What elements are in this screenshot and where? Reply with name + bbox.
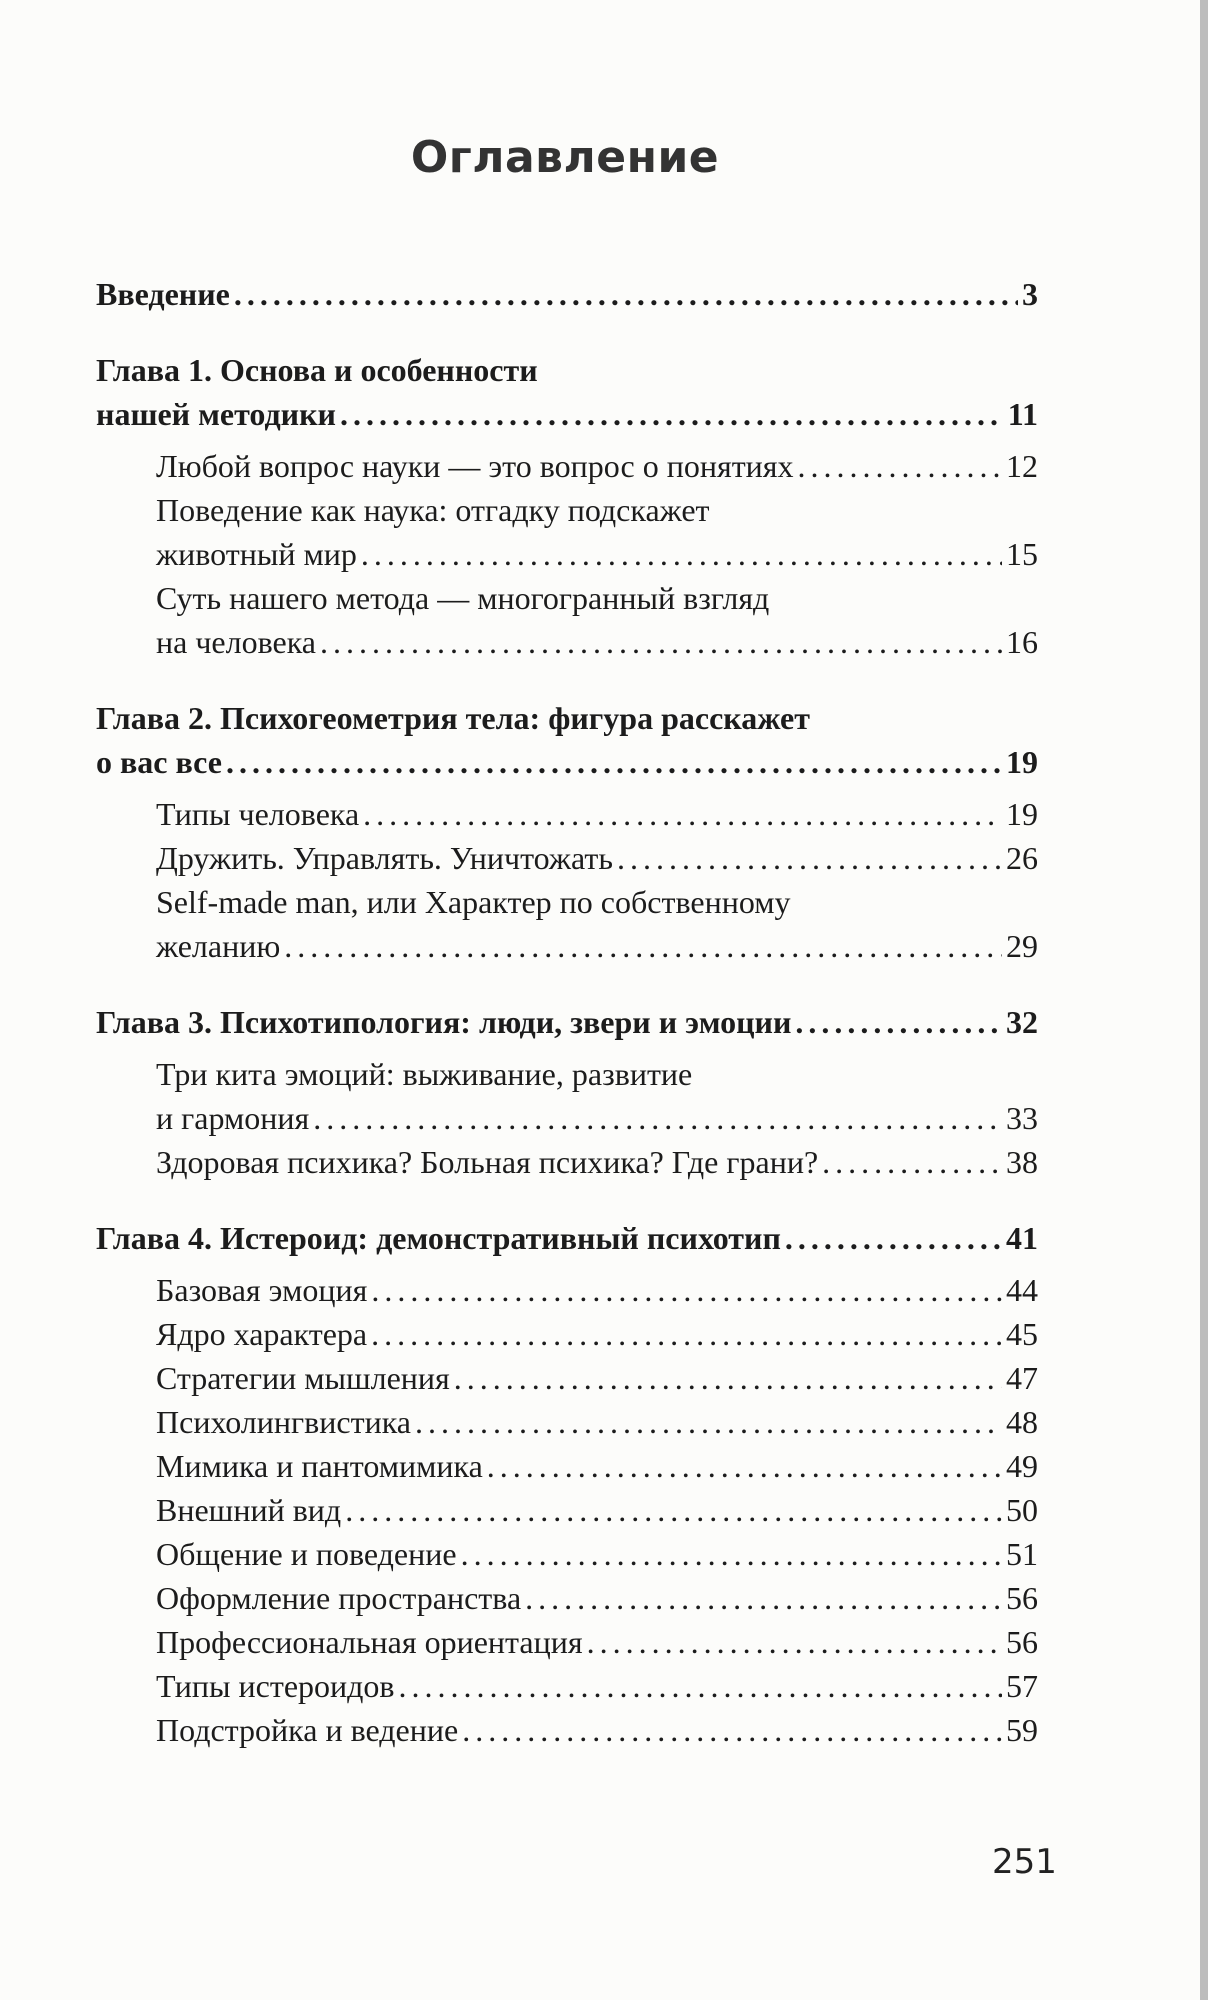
toc-page-number: 50	[1006, 1492, 1038, 1528]
toc-entry-title: Здоровая психика? Больная психика? Где грани?	[156, 1144, 819, 1180]
dot-leader	[345, 1488, 1002, 1532]
toc-chapter-entry[interactable]	[96, 348, 1038, 436]
dot-leader	[785, 1216, 1002, 1260]
toc-entry-title-line: Глава 1. Основа и особенности	[96, 352, 538, 388]
toc-page-number: 47	[1006, 1360, 1038, 1396]
toc-entry-row	[156, 1140, 1038, 1184]
dot-leader	[617, 836, 1002, 880]
toc-page-number: 33	[1006, 1100, 1038, 1136]
dot-leader	[798, 444, 1002, 488]
dot-leader	[461, 1532, 1002, 1576]
toc-section-entry[interactable]	[96, 488, 1038, 576]
toc-entry-title: желанию	[156, 928, 281, 964]
toc-entry-row	[156, 1312, 1038, 1356]
toc-entry-title: Психолингвистика	[156, 1404, 411, 1440]
toc-entry-title: Дружить. Управлять. Уничтожать	[156, 840, 613, 876]
toc-entry-title: и гармония	[156, 1100, 310, 1136]
toc-page-number: 49	[1006, 1448, 1038, 1484]
dot-leader	[226, 740, 1002, 784]
toc-entry-row	[156, 1532, 1038, 1576]
dot-leader	[320, 620, 1002, 664]
toc-section-entry[interactable]	[96, 1488, 1038, 1532]
toc-entry-row	[96, 1000, 1038, 1044]
toc-entry-row	[156, 1488, 1038, 1532]
toc-section-entry[interactable]	[96, 792, 1038, 836]
toc-chapter-entry[interactable]	[96, 272, 1038, 316]
toc-page-number: 57	[1006, 1668, 1038, 1704]
toc-entry-title: Оформление пространства	[156, 1580, 522, 1616]
toc-chapter-entry[interactable]	[96, 1000, 1038, 1044]
toc-entry-title: Базовая эмоция	[156, 1272, 368, 1308]
toc-chapter-entry[interactable]	[96, 696, 1038, 784]
toc-page-number: 15	[1006, 536, 1038, 572]
toc-entry-title: Глава 4. Истероид: демонстративный психотип	[96, 1220, 781, 1256]
toc-entry-title: Мимика и пантомимика	[156, 1448, 483, 1484]
table-of-contents	[96, 272, 1038, 1752]
toc-section-entry[interactable]	[96, 576, 1038, 664]
toc-entry-title: Профессиональная ориентация	[156, 1624, 583, 1660]
dot-leader	[415, 1400, 1002, 1444]
toc-entry-row	[156, 1268, 1038, 1312]
dot-leader	[462, 1708, 1002, 1752]
toc-section-entry[interactable]	[96, 444, 1038, 488]
toc-entry-row	[156, 836, 1038, 880]
toc-chapter-entry[interactable]	[96, 1216, 1038, 1260]
toc-entry-row	[96, 392, 1038, 436]
toc-entry-title: Стратегии мышления	[156, 1360, 450, 1396]
toc-page-number: 59	[1006, 1712, 1038, 1748]
toc-page-number: 16	[1006, 624, 1038, 660]
dot-leader	[284, 924, 1002, 968]
toc-entry-row	[96, 272, 1038, 316]
toc-page-number: 38	[1006, 1144, 1038, 1180]
toc-entry-title: Введение	[96, 276, 230, 312]
dot-leader	[454, 1356, 1002, 1400]
toc-page-number: 41	[1006, 1220, 1038, 1256]
toc-page-number: 56	[1006, 1624, 1038, 1660]
toc-entry-row	[156, 1096, 1038, 1140]
toc-page-number: 3	[1022, 276, 1038, 312]
toc-section-entry[interactable]	[96, 836, 1038, 880]
toc-entry-title-line: Суть нашего метода — многогранный взгляд	[156, 580, 770, 616]
toc-page-number: 32	[1006, 1004, 1038, 1040]
toc-section-entry[interactable]	[96, 1532, 1038, 1576]
dot-leader	[313, 1096, 1002, 1140]
toc-page-number: 26	[1006, 840, 1038, 876]
toc-entry-title: о вас все	[96, 744, 222, 780]
toc-entry-title: Внешний вид	[156, 1492, 342, 1528]
page-title: Оглавление	[410, 132, 720, 183]
toc-section-entry[interactable]	[96, 880, 1038, 968]
toc-section-entry[interactable]	[96, 1052, 1038, 1140]
toc-entry-row	[156, 1708, 1038, 1752]
toc-entry-row	[156, 532, 1038, 576]
toc-entry-row	[156, 1444, 1038, 1488]
toc-entry-row	[156, 1620, 1038, 1664]
toc-entry-row	[156, 1400, 1038, 1444]
toc-entry-row	[156, 1356, 1038, 1400]
toc-entry-row	[156, 1664, 1038, 1708]
toc-page-number: 19	[1006, 796, 1038, 832]
toc-page-number: 19	[1006, 744, 1038, 780]
toc-page-number: 45	[1006, 1316, 1038, 1352]
toc-section-entry[interactable]	[96, 1268, 1038, 1312]
toc-section-entry[interactable]	[96, 1620, 1038, 1664]
toc-page-number: 56	[1006, 1580, 1038, 1616]
dot-leader	[340, 392, 1004, 436]
toc-section-entry[interactable]	[96, 1444, 1038, 1488]
toc-entry-title: Ядро характера	[156, 1316, 368, 1352]
toc-entry-title: Любой вопрос науки — это вопрос о понятиях	[156, 448, 794, 484]
toc-entry-title: на человека	[156, 624, 316, 660]
toc-entry-title-line: Поведение как наука: отгадку подскажет	[156, 492, 710, 528]
toc-section-entry[interactable]	[96, 1664, 1038, 1708]
toc-section-entry[interactable]	[96, 1708, 1038, 1752]
toc-section-entry[interactable]	[96, 1312, 1038, 1356]
toc-entry-row	[96, 740, 1038, 784]
toc-section-entry[interactable]	[96, 1140, 1038, 1184]
dot-leader	[361, 532, 1002, 576]
toc-entry-title-line: Три кита эмоций: выживание, развитие	[156, 1056, 693, 1092]
toc-entry-title-line: Глава 2. Психогеометрия тела: фигура расскажет	[96, 700, 810, 736]
toc-page-number: 48	[1006, 1404, 1038, 1440]
toc-entry-title: животный мир	[156, 536, 357, 572]
dot-leader	[371, 1268, 1002, 1312]
dot-leader	[822, 1140, 1002, 1184]
toc-entry-row	[156, 444, 1038, 488]
toc-section-entry[interactable]	[96, 1356, 1038, 1400]
dot-leader	[234, 272, 1018, 316]
toc-entry-title: Общение и поведение	[156, 1536, 457, 1572]
dot-leader	[363, 792, 1002, 836]
toc-entry-title: Подстройка и ведение	[156, 1712, 459, 1748]
page-number: 251	[992, 1842, 1057, 1882]
dot-leader	[587, 1620, 1002, 1664]
toc-entry-title: нашей методики	[96, 396, 336, 432]
toc-entry-title: Глава 3. Психотипология: люди, звери и эмоции	[96, 1004, 792, 1040]
toc-entry-row	[156, 1576, 1038, 1620]
toc-section-entry[interactable]	[96, 1576, 1038, 1620]
toc-entry-row	[96, 1216, 1038, 1260]
dot-leader	[795, 1000, 1002, 1044]
toc-entry-row	[156, 620, 1038, 664]
scan-edge	[1200, 0, 1208, 2000]
dot-leader	[371, 1312, 1002, 1356]
toc-page-number: 29	[1006, 928, 1038, 964]
dot-leader	[487, 1444, 1002, 1488]
toc-entry-title-line: Self-made man, или Характер по собственному	[156, 884, 791, 920]
toc-page-number: 44	[1006, 1272, 1038, 1308]
toc-entry-row	[156, 792, 1038, 836]
toc-entry-title: Типы истероидов	[156, 1668, 395, 1704]
dot-leader	[399, 1664, 1002, 1708]
toc-page-number: 11	[1007, 396, 1038, 432]
toc-page-number: 51	[1006, 1536, 1038, 1572]
toc-entry-title: Типы человека	[156, 796, 360, 832]
dot-leader	[525, 1576, 1002, 1620]
toc-entry-row	[156, 924, 1038, 968]
toc-section-entry[interactable]	[96, 1400, 1038, 1444]
toc-page-number: 12	[1006, 448, 1038, 484]
